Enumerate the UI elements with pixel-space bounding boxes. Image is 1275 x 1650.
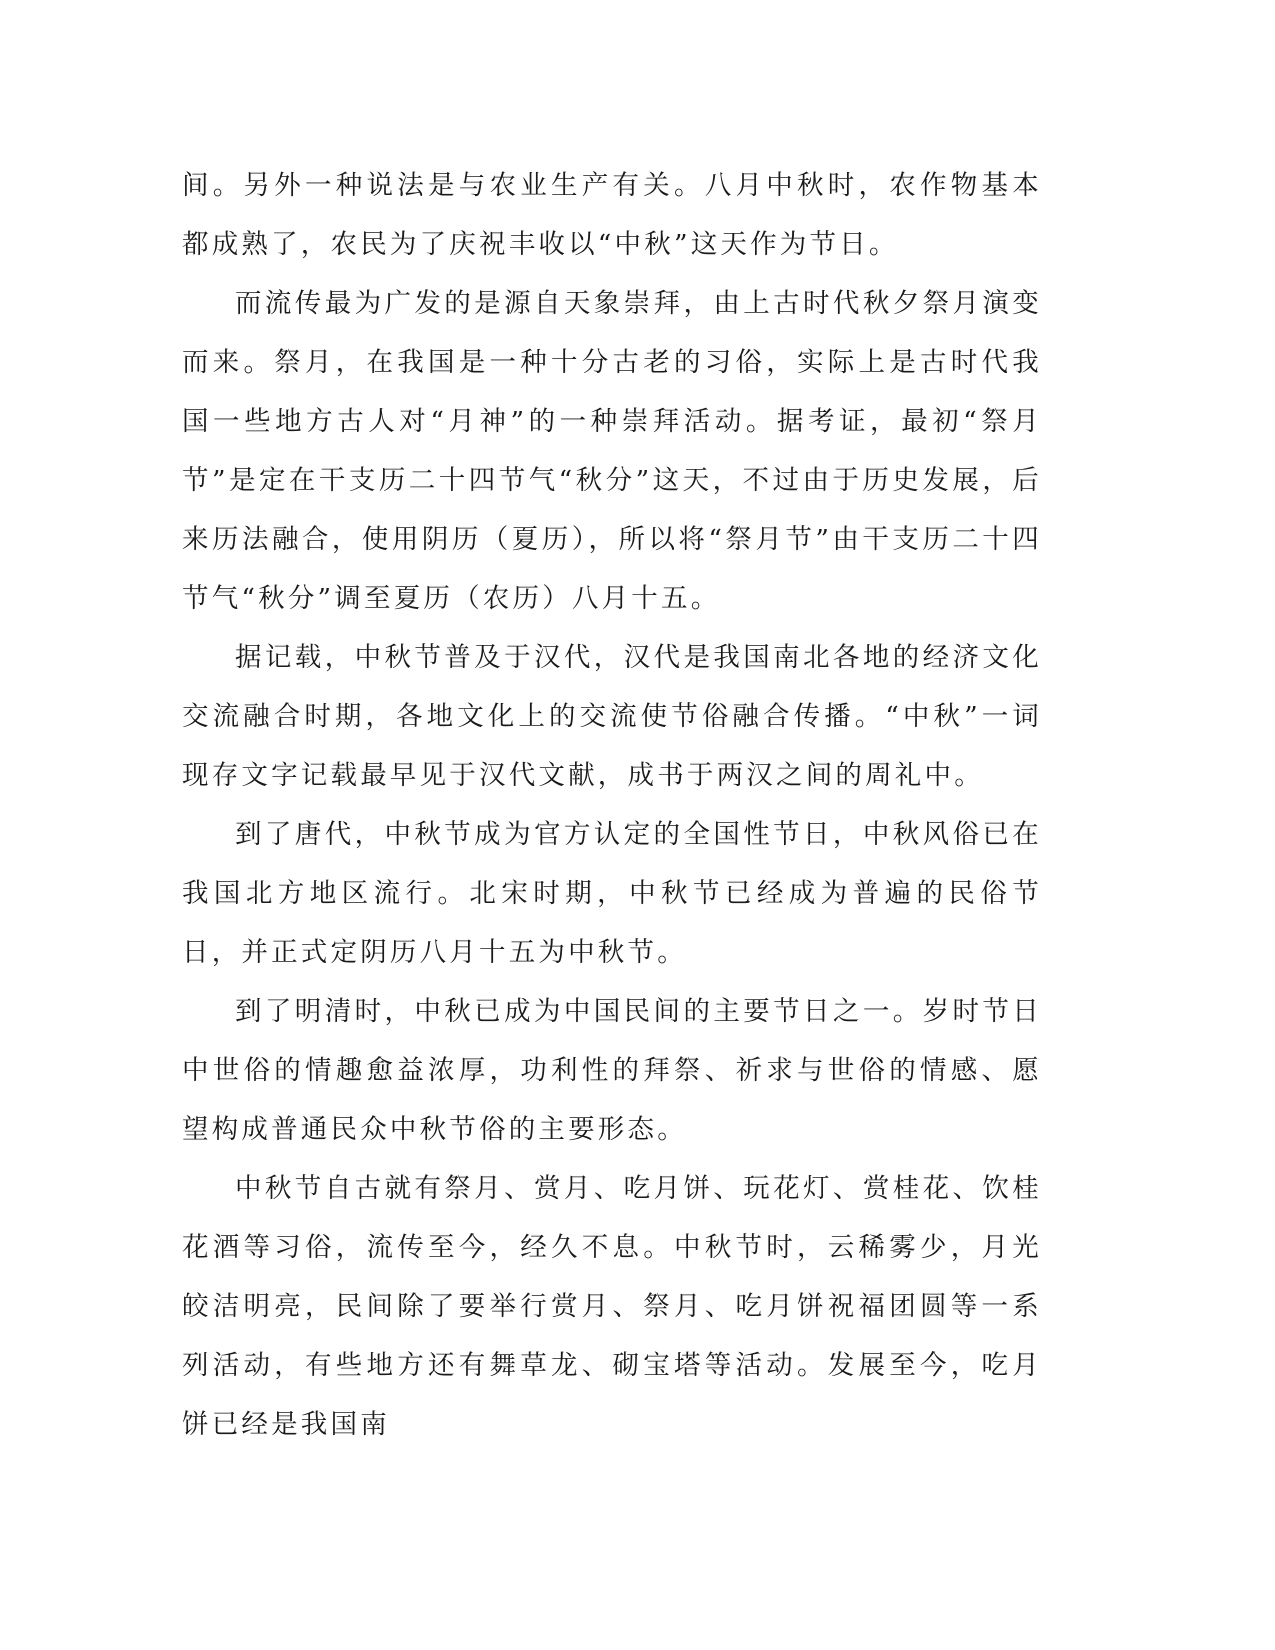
paragraph-4: 到了唐代，中秋节成为官方认定的全国性节日，中秋风俗已在我国北方地区流行。北宋时期，中秋节已经成为普遍的民俗节日，并正式定阴历八月十五为中秋节。 <box>182 819 1042 968</box>
paragraph-6: 中秋节自古就有祭月、赏月、吃月饼、玩花灯、赏桂花、饮桂花酒等习俗，流传至今，经久不息。中秋节时，云稀雾少，月光皎洁明亮，民间除了要举行赏月、祭月、吃月饼祝福团圆等一系列活动，有些地方还有舞草龙、砌宝塔等活动。发展至今，吃月饼已经是我国南 <box>182 1173 1042 1440</box>
paragraph-3: 据记载，中秋节普及于汉代，汉代是我国南北各地的经济文化交流融合时期，各地文化上的交流使节俗融合传播。“中秋”一词现存文字记载最早见于汉代文献，成书于两汉之间的周礼中。 <box>182 642 1042 791</box>
paragraph-2: 而流传最为广发的是源自天象崇拜，由上古时代秋夕祭月演变而来。祭月，在我国是一种十分古老的习俗，实际上是古时代我国一些地方古人对“月神”的一种崇拜活动。据考证，最初“祭月节”是定在干支历二十四节气“秋分”这天，不过由于历史发展，后来历法融合，使用阴历（夏历），所以将“祭月节”由干支历二十四节气“秋分”调至夏历（农历）八月十五。 <box>182 288 1042 614</box>
paragraph-1: 间。另外一种说法是与农业生产有关。八月中秋时，农作物基本都成熟了，农民为了庆祝丰收以“中秋”这天作为节日。 <box>182 170 1042 260</box>
body-text <box>182 156 1042 1454</box>
paragraph-5: 到了明清时，中秋已成为中国民间的主要节日之一。岁时节日中世俗的情趣愈益浓厚，功利性的拜祭、祈求与世俗的情感、愿望构成普通民众中秋节俗的主要形态。 <box>182 996 1042 1145</box>
